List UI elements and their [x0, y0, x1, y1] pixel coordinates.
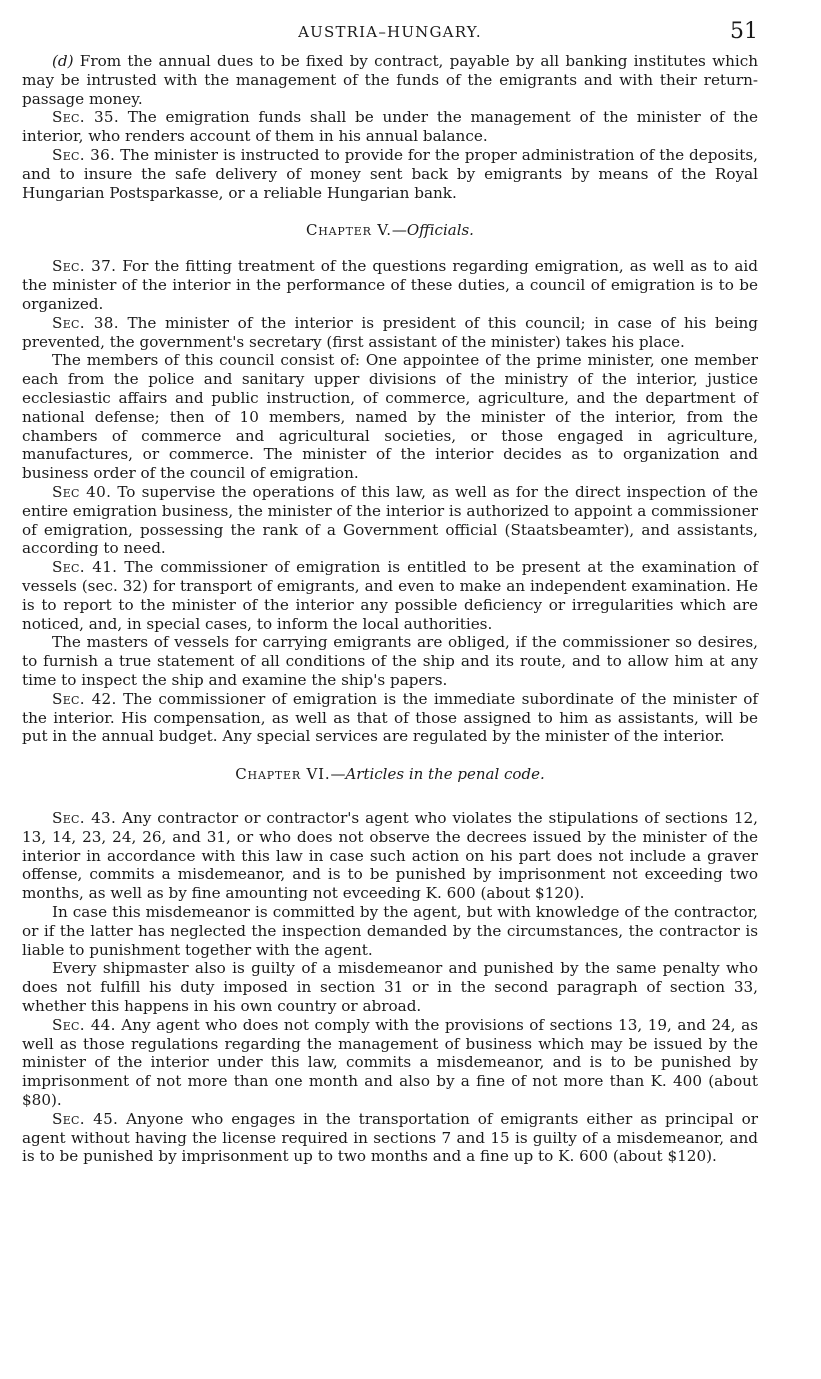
paragraph-text: From the annual dues to be fixed by contract, payable by all banking institutes which may be intrusted with the management of the funds of the emigrants and with their return-passage money.	[22, 52, 758, 108]
section-35	[22, 108, 758, 146]
paragraph-text: Any contractor or contractor's agent who violates the stipulations of sections 12, 13, 14, 23, 24, 26, and 31, or who does not observe the decrees issued by the minister of the interior in accordance with this law in case such action on his part does not include a graver offense, commits a misdemeanor, and is to be punished by imprisonment not exceeding two months, as well as by fine amounting not evceeding K. 600 (about $120).	[22, 809, 758, 903]
shipmaster-paragraph	[22, 959, 758, 1015]
section-label: Sec. 42.	[52, 689, 117, 708]
chapter-label: Chapter VI.	[235, 765, 331, 784]
paragraph-text: Every shipmaster also is guilty of a misdemeanor and punished by the same penalty who does not fulfill his duty imposed in section 31 or in the second paragraph of section 33, whether this happens in his own country or abroad.	[22, 959, 758, 1016]
section-40	[22, 483, 758, 558]
section-42	[22, 690, 758, 746]
paragraph-text: To supervise the operations of this law, as well as for the direct inspection of the entire emigration business, the minister of the interior is authorized to appoint a commissioner of emigration, possessing the rank of a Government official (Staatsbeamter), and assistants, according to need.	[22, 482, 759, 558]
section-36	[22, 146, 758, 202]
clause-label: (d)	[52, 52, 74, 70]
paragraph-text: The commissioner of emigration is entitled to be present at the examination of vessels (sec. 32) for transport of emigrants, and even to make an independent examination. He is to report to the minister of the interior any possible deficiency or irregularities which are noticed, and, in special cases, to inform the local authorities.	[22, 558, 758, 633]
section-44	[22, 1016, 758, 1110]
paragraph-text: Any agent who does not comply with the provisions of sections 13, 19, and 24, as well as those regulations regarding the management of business which may be issued by the minister of the interior under this law, commits a misdemeanor, and is to be punished by imprisonment of not more than one month and also by a fine of not more than K. 400 (about $80).	[22, 1015, 759, 1110]
chapter-title: Officials.	[406, 221, 474, 240]
section-label: Sec. 44.	[52, 1015, 116, 1034]
vessel-masters-paragraph	[22, 633, 758, 689]
paragraph-text: The minister of the interior is president of this council; in case of his being prevented, the government's secretary (first assistant of the minister) takes his place.	[22, 313, 758, 351]
paragraph-text: Anyone who engages in the transportation of emigrants either as principal or agent without having the license required in sections 7 and 15 is guilty of a misdemeanor, and is to be punished by imprisonment up to two months and a fine up to K. 600 (about $120).	[22, 1109, 758, 1166]
section-label: Sec. 38.	[52, 313, 119, 332]
section-label: Sec. 35.	[52, 108, 120, 127]
chapter-5-heading: Chapter V.—Officials.	[306, 221, 474, 240]
section-45	[22, 1110, 758, 1166]
paragraph-text: The commissioner of emigration is the immediate subordinate of the minister of the interior. His compensation, as well as that of those assigned to him as assistants, will be put in the annual budget. Any special services are regulated by the minister of the interior.	[22, 689, 758, 746]
chapter-label: Chapter V.	[306, 221, 392, 240]
paragraph-text: For the fitting treatment of the questions regarding emigration, as well as to aid the minister of the interior in the performance of these duties, a council of emigration is to be organized.	[22, 257, 758, 313]
page-number: 51	[730, 19, 758, 44]
paragraph-text: In case this misdemeanor is committed by the agent, but with knowledge of the contractor, or if the latter has neglected the inspection demanded by the circumstances, the contractor is liable to punishment together with the agent.	[22, 903, 758, 959]
section-41	[22, 558, 758, 633]
paragraph-text: The masters of vessels for carrying emigrants are obliged, if the commissioner so desires, to furnish a true statement of all conditions of the ship and its route, and to allow him at any time to inspect the ship and examine the ship's papers.	[22, 633, 758, 689]
chapter-title: Articles in the penal code.	[345, 765, 545, 784]
section-label: Sec. 43.	[52, 809, 117, 828]
section-label: Sec. 36.	[52, 145, 116, 164]
section-label: Sec. 37.	[52, 257, 117, 276]
section-38	[22, 314, 758, 352]
paragraph-d	[22, 52, 758, 108]
document-page	[22, 14, 758, 1166]
chapter-6-heading: Chapter VI.—Articles in the penal code.	[235, 765, 545, 784]
paragraph-text: The emigration funds shall be under the management of the minister of the interior, who renders account of them in his annual balance.	[22, 108, 758, 146]
section-43	[22, 809, 758, 903]
section-37	[22, 257, 758, 313]
running-title: AUSTRIA–HUNGARY.	[298, 23, 482, 41]
section-label: Sec 40.	[52, 482, 112, 501]
paragraph-text: The members of this council consist of: One appointee of the prime minister, one member each from the police and sanitary upper divisions of the ministry of the interior, justice ecclesiastic affairs and public instruction, of commerce, agriculture, and the department of national defense; then of 10 members, named by the minister of the interior, from the chambers of commerce and agricultural societies, or those engaged in agriculture, manufactures, or commerce. The minister of the interior decides as to organization and business order of the council of emigration.	[22, 351, 758, 483]
section-label: Sec. 41.	[52, 558, 118, 577]
paragraph-text: The minister is instructed to provide for the proper administration of the deposits, and to insure the safe delivery of money sent back by emigrants by means of the Royal Hungarian Postsparkasse, or a reliable Hungarian bank.	[22, 145, 759, 202]
council-members-paragraph	[22, 351, 758, 483]
agent-misdemeanor-paragraph	[22, 903, 758, 959]
running-header	[22, 14, 758, 52]
section-label: Sec. 45.	[52, 1109, 119, 1128]
